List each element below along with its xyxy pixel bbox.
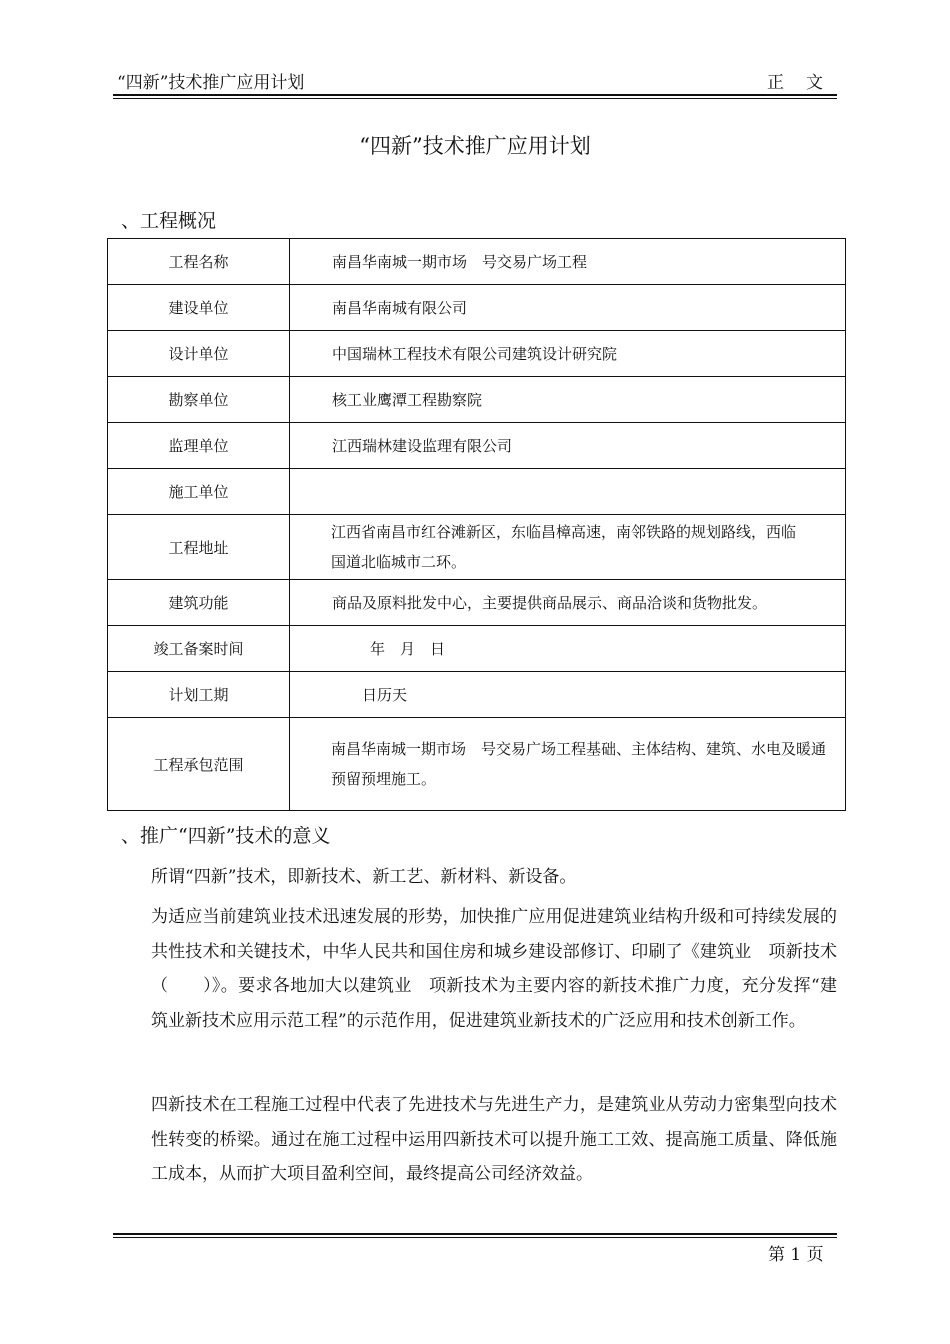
row-value xyxy=(290,469,846,515)
table-row xyxy=(108,515,846,580)
paragraph xyxy=(115,860,837,895)
row-label: 建设单位 xyxy=(108,285,290,331)
table-row xyxy=(108,239,846,285)
running-header-title: “四新”技术推广应用计划 xyxy=(117,73,305,93)
row-value-text: 江西省南昌市红谷滩新区，东临昌樟高速，南邻铁路的规划路线，西临 国道北临城市二环。 xyxy=(331,523,827,571)
row-label: 监理单位 xyxy=(108,423,290,469)
table-row xyxy=(108,580,846,626)
row-value: 核工业鹰潭工程勘察院 xyxy=(290,377,846,423)
footer-rule-thick xyxy=(113,1233,837,1235)
header-rule-thick xyxy=(113,94,837,96)
running-header-section: 正文 xyxy=(767,73,845,93)
table-row xyxy=(108,423,846,469)
table-row xyxy=(108,285,846,331)
row-value: 年 月 日 xyxy=(290,626,846,672)
table-row xyxy=(108,718,846,811)
project-info-table xyxy=(107,238,846,811)
section-heading-significance: 、推广“四新”技术的意义 xyxy=(121,825,331,847)
paragraph xyxy=(115,900,837,1038)
row-label: 工程承包范围 xyxy=(108,718,290,811)
header-rule-thin xyxy=(113,98,837,99)
row-label: 施工单位 xyxy=(108,469,290,515)
row-value: 日历天 xyxy=(290,672,846,718)
row-label: 计划工期 xyxy=(108,672,290,718)
paragraph xyxy=(115,1088,837,1192)
row-value-multiline xyxy=(290,515,846,580)
page-number: 第 1 页 xyxy=(768,1245,824,1265)
row-value-multiline xyxy=(290,718,846,811)
document-title: “四新”技术推广应用计划 xyxy=(359,134,591,158)
row-label: 工程名称 xyxy=(108,239,290,285)
row-value: 商品及原料批发中心，主要提供商品展示、商品洽谈和货物批发。 xyxy=(290,580,846,626)
table-row xyxy=(108,377,846,423)
row-value: 中国瑞林工程技术有限公司建筑设计研究院 xyxy=(290,331,846,377)
row-label: 工程地址 xyxy=(108,515,290,580)
row-value: 江西瑞林建设监理有限公司 xyxy=(290,423,846,469)
row-label: 竣工备案时间 xyxy=(108,626,290,672)
footer-rule-thin xyxy=(113,1237,837,1238)
table-row xyxy=(108,626,846,672)
paragraph-text: 所谓“四新”技术，即新技术、新工艺、新材料、新设备。 xyxy=(151,867,577,887)
table-row xyxy=(108,672,846,718)
row-value: 南昌华南城有限公司 xyxy=(290,285,846,331)
section-heading-overview: 、工程概况 xyxy=(121,210,217,232)
table-row xyxy=(108,469,846,515)
paragraph-text: 四新技术在工程施工过程中代表了先进技术与先进生产力，是建筑业从劳动力密集型向技术性转变的桥梁。通过在施工过程中运用四新技术可以提升施工工效、提高施工质量、降低施工成本，从而扩大项目盈利空间，最终提高公司经济效益。 xyxy=(151,1095,837,1184)
row-value: 南昌华南城一期市场 号交易广场工程 xyxy=(290,239,846,285)
row-value-text: 南昌华南城一期市场 号交易广场工程基础、主体结构、建筑、水电及暖通预留预埋施工。 xyxy=(331,740,827,788)
paragraph-text: 为适应当前建筑业技术迅速发展的形势，加快推广应用促进建筑业结构升级和可持续发展的共性技术和关键技术，中华人民共和国住房和城乡建设部修订、印刷了《建筑业 项新技术（ ）》。要求各地加大以建筑业 项新技术为主要内容的新技术推广力度，充分发挥“建筑业新技术应用示范工程”的示范作用，促进建筑业新技术的广泛应用和技术创新工作。 xyxy=(151,907,837,1031)
row-label: 设计单位 xyxy=(108,331,290,377)
row-label: 建筑功能 xyxy=(108,580,290,626)
table-row xyxy=(108,331,846,377)
row-label: 勘察单位 xyxy=(108,377,290,423)
